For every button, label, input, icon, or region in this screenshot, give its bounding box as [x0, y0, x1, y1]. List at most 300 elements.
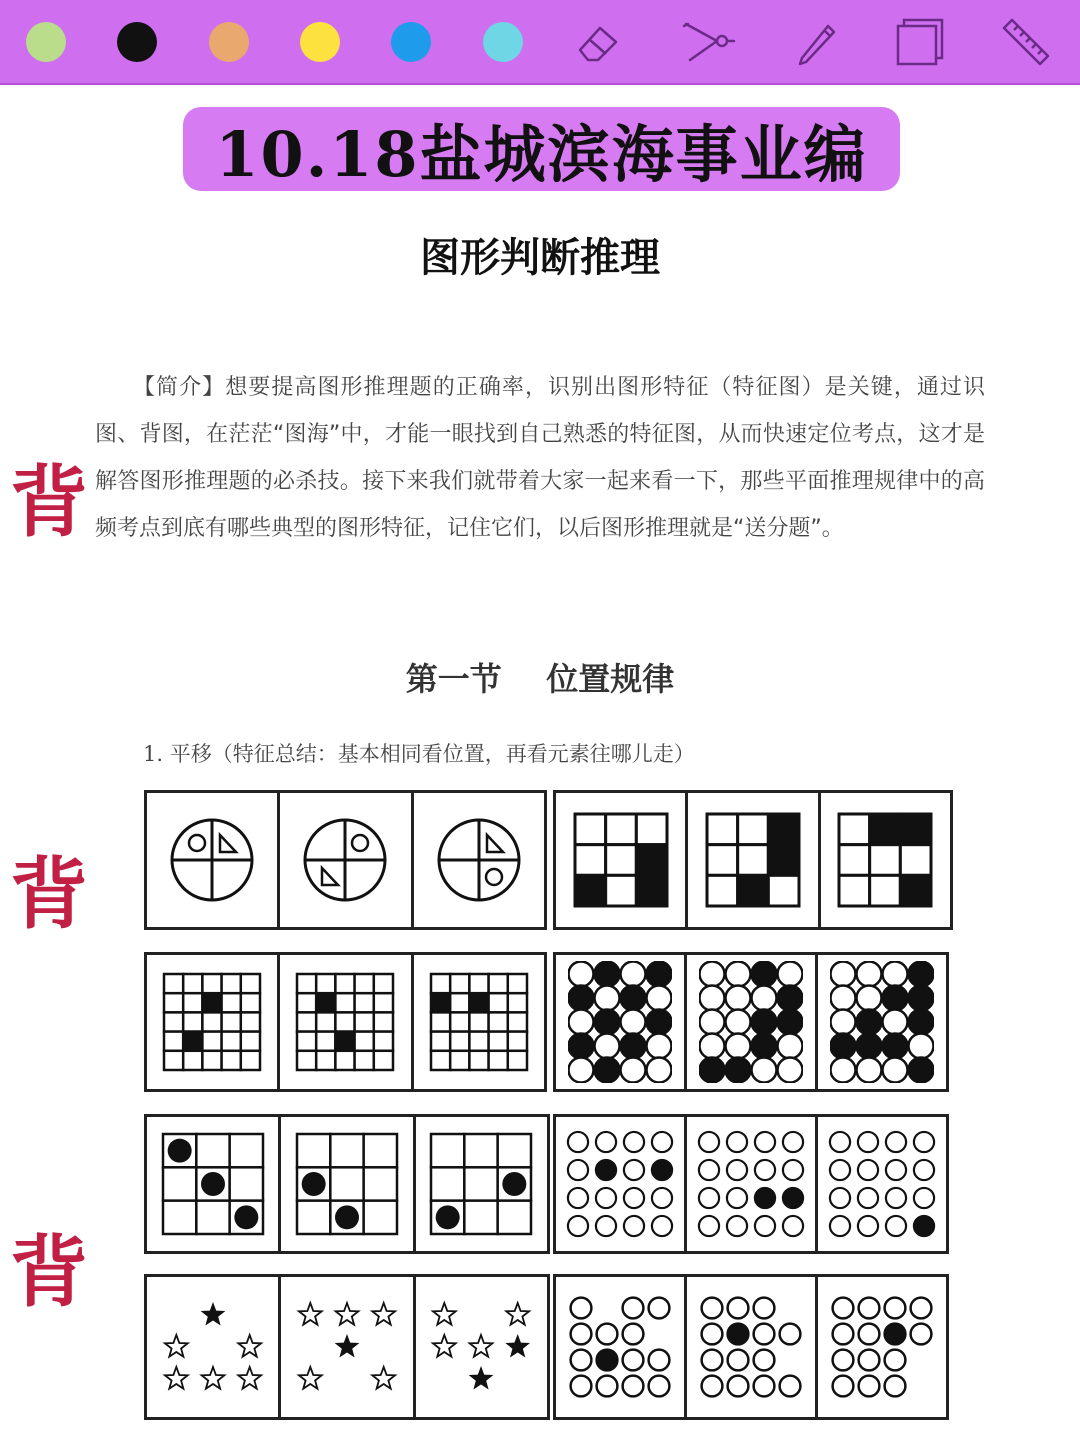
grid-cell — [183, 1032, 202, 1051]
grid-circle — [858, 1216, 878, 1236]
grid-cell — [431, 1134, 464, 1167]
compass-icon[interactable] — [680, 14, 736, 70]
matrix-circle — [569, 1010, 594, 1035]
grid-cell — [870, 845, 901, 876]
matrix-circle — [883, 986, 908, 1011]
grid-circle — [699, 1132, 719, 1152]
filled-dot — [335, 1205, 359, 1229]
outline-star — [238, 1367, 261, 1389]
grid-circle — [858, 1160, 878, 1180]
grid-cell — [636, 845, 667, 876]
cluster-circle — [885, 1350, 906, 1371]
grid-cell — [469, 1051, 488, 1070]
grid-cell — [336, 1032, 355, 1051]
circle-grid-figure — [695, 1128, 807, 1240]
figure-cell — [280, 955, 413, 1089]
matrix-circle — [752, 962, 777, 987]
circle-matrix-figure — [568, 961, 672, 1083]
figure-cell — [687, 955, 818, 1089]
grid-cell — [374, 993, 393, 1012]
grid-cell — [164, 993, 183, 1012]
figure-cell — [147, 793, 280, 927]
grid-cell — [469, 974, 488, 993]
grid-circle — [596, 1188, 616, 1208]
cluster-circle — [649, 1350, 670, 1371]
grid-circle — [699, 1188, 719, 1208]
matrix-circle — [569, 986, 594, 1011]
outline-star — [372, 1303, 395, 1325]
figure-cell — [280, 793, 413, 927]
figure-panel-stars — [144, 1274, 550, 1420]
grid-cell — [222, 1032, 241, 1051]
grid-cell — [183, 1051, 202, 1070]
grid-cell — [330, 1134, 363, 1167]
cluster-circle — [833, 1298, 854, 1319]
grid-cell — [768, 845, 799, 876]
grid-circle — [624, 1216, 644, 1236]
grid-cell — [183, 993, 202, 1012]
grid-circle — [755, 1216, 775, 1236]
matrix-circle — [909, 1010, 934, 1035]
figure-cell — [556, 955, 687, 1089]
cluster-circle — [859, 1376, 880, 1397]
grid-cell — [707, 814, 738, 845]
matrix-circle — [700, 986, 725, 1011]
circle-matrix-figure — [830, 961, 934, 1083]
grid-cell — [508, 1032, 527, 1051]
grid-cell — [163, 1201, 196, 1234]
figure-panel-5x5-grids — [144, 952, 547, 1092]
star-figure — [426, 1299, 536, 1395]
filled-star — [200, 1302, 225, 1326]
matrix-circle — [621, 1010, 646, 1035]
filled-star — [469, 1366, 494, 1390]
color-swatch-blue[interactable] — [391, 22, 431, 62]
grid-cell — [297, 1012, 316, 1031]
figure-cell — [416, 1117, 547, 1251]
figure-cell — [414, 955, 544, 1089]
matrix-circle — [752, 1010, 777, 1035]
matrix-circle — [883, 962, 908, 987]
matrix-circle — [595, 1034, 620, 1059]
grid-circle — [568, 1188, 588, 1208]
figure-panel-3x3-grids — [553, 790, 953, 930]
cluster-circle — [728, 1324, 749, 1345]
matrix-circle — [883, 1058, 908, 1083]
figure-panel-circle-matrix — [553, 952, 949, 1092]
grid-cell — [605, 814, 636, 845]
figure-panel-circle-grid — [553, 1114, 949, 1254]
filled-dot — [201, 1172, 225, 1196]
filled-dot — [234, 1205, 258, 1229]
grid-cell — [488, 1051, 507, 1070]
matrix-circle — [569, 1058, 594, 1083]
matrix-circle — [726, 1058, 751, 1083]
grid-cell — [317, 993, 336, 1012]
grid-circle — [596, 1216, 616, 1236]
grid-circle — [624, 1160, 644, 1180]
cluster-circle — [859, 1298, 880, 1319]
grid-cell — [317, 1051, 336, 1070]
grid-cell — [431, 1167, 464, 1200]
grid-cell — [297, 993, 316, 1012]
cluster-circle — [911, 1324, 932, 1345]
cluster-circle — [754, 1324, 775, 1345]
grid-circle — [783, 1160, 803, 1180]
grid-cell — [336, 974, 355, 993]
cluster-circle — [754, 1350, 775, 1371]
cluster-circle — [623, 1324, 644, 1345]
filled-star — [506, 1334, 531, 1358]
grid-cell — [229, 1134, 262, 1167]
margin-mark: 背 — [10, 457, 89, 548]
grid-cell — [431, 1032, 450, 1051]
cluster-circle — [571, 1350, 592, 1371]
figure-cell — [281, 1277, 415, 1417]
matrix-circle — [909, 986, 934, 1011]
eraser-icon[interactable] — [570, 14, 626, 70]
grid-circle — [755, 1160, 775, 1180]
cluster-circle — [702, 1376, 723, 1397]
grid-cell — [605, 845, 636, 876]
outline-star — [299, 1303, 322, 1325]
grid-cell — [450, 1012, 469, 1031]
grid-cell — [330, 1167, 363, 1200]
grid-cell — [355, 974, 374, 993]
grid-cell — [870, 875, 901, 906]
grid-cell — [241, 993, 260, 1012]
matrix-circle — [831, 1058, 856, 1083]
outline-star — [433, 1335, 456, 1357]
grid-cell — [163, 1167, 196, 1200]
grid-circle — [596, 1160, 616, 1180]
matrix-circle — [569, 1034, 594, 1059]
circle-grid-figure — [826, 1128, 938, 1240]
circle-matrix-figure — [699, 961, 803, 1083]
grid-circle — [914, 1188, 934, 1208]
grid-cell — [768, 875, 799, 906]
grid-circle — [783, 1132, 803, 1152]
grid-cell — [183, 1012, 202, 1031]
quadrant-circle-figure — [300, 815, 390, 905]
outline-star — [299, 1367, 322, 1389]
grid-circle — [624, 1132, 644, 1152]
pencil-icon[interactable] — [788, 14, 844, 70]
matrix-circle — [647, 1034, 672, 1059]
outline-star — [507, 1303, 530, 1325]
grid-circle — [652, 1160, 672, 1180]
grid-cell — [465, 1134, 498, 1167]
figure-cell — [688, 793, 820, 927]
matrix-circle — [726, 962, 751, 987]
cluster-circle — [911, 1298, 932, 1319]
cluster-circle — [623, 1350, 644, 1371]
matrix-circle — [647, 1058, 672, 1083]
grid-cell — [839, 814, 870, 845]
figure-panel-dot-grids — [144, 1114, 550, 1254]
cluster-circle — [885, 1324, 906, 1345]
cluster-circle — [571, 1298, 592, 1319]
grid-figure — [429, 972, 529, 1072]
grid-cell — [450, 974, 469, 993]
cluster-circle — [623, 1298, 644, 1319]
cluster-circle — [649, 1376, 670, 1397]
cluster-circle — [649, 1298, 670, 1319]
grid-circle — [914, 1160, 934, 1180]
cluster-circle — [702, 1324, 723, 1345]
grid-cell — [431, 1012, 450, 1031]
matrix-circle — [700, 1034, 725, 1059]
grid-cell — [488, 993, 507, 1012]
matrix-circle — [857, 1034, 882, 1059]
grid-circle — [914, 1132, 934, 1152]
grid-circle — [858, 1188, 878, 1208]
margin-mark: 背 — [10, 849, 89, 940]
grid-cell — [374, 1051, 393, 1070]
quadrant-circle-figure — [167, 815, 257, 905]
grid-cell — [575, 875, 606, 906]
grid-cell — [203, 1051, 222, 1070]
intro-paragraph: 【简介】想要提高图形推理题的正确率，识别出图形特征（特征图）是关键，通过识图、背图，在茫茫“图海”中，才能一眼找到自己熟悉的特征图，从而快速定位考点，这才是解答图形推理题的必杀技。接下来我们就带着大家一起来看一下，那些平面推理规律中的高频考点到底有哪些典型的图形特征，记住它们，以后图形推理就是“送分题”。 — [95, 375, 985, 541]
circle-cluster-figure — [830, 1295, 934, 1399]
grid-cell — [164, 1032, 183, 1051]
drawing-toolbar — [0, 0, 1080, 85]
grid-circle — [755, 1188, 775, 1208]
dot-grid-figure — [161, 1132, 265, 1236]
cluster-circle — [885, 1376, 906, 1397]
grid-cell — [636, 814, 667, 845]
matrix-circle — [621, 962, 646, 987]
grid-cell — [203, 993, 222, 1012]
matrix-circle — [752, 1058, 777, 1083]
filled-dot — [436, 1205, 460, 1229]
grid-cell — [738, 845, 769, 876]
grid-cell — [901, 845, 932, 876]
grid-figure — [162, 972, 262, 1072]
quadrant-circle-figure — [434, 815, 524, 905]
page-subtitle: 图形判断推理 — [420, 234, 660, 281]
grid-cell — [241, 1051, 260, 1070]
outline-star — [165, 1367, 188, 1389]
grid-cell — [488, 1012, 507, 1031]
margin-mark: 背 — [10, 1227, 89, 1318]
grid-cell — [605, 875, 636, 906]
layers-icon[interactable] — [892, 14, 948, 70]
grid-cell — [364, 1134, 397, 1167]
grid-cell — [374, 1012, 393, 1031]
grid-cell — [450, 1032, 469, 1051]
grid-cell — [241, 1012, 260, 1031]
cluster-circle — [623, 1376, 644, 1397]
matrix-circle — [752, 986, 777, 1011]
matrix-circle — [700, 1058, 725, 1083]
grid-circle — [596, 1132, 616, 1152]
color-swatch-orange[interactable] — [209, 22, 249, 62]
grid-cell — [196, 1201, 229, 1234]
grid-cell — [164, 1012, 183, 1031]
grid-cell — [508, 993, 527, 1012]
grid-cell — [839, 845, 870, 876]
grid-circle — [886, 1216, 906, 1236]
grid-cell — [355, 1012, 374, 1031]
grid-circle — [783, 1188, 803, 1208]
grid-cell — [241, 974, 260, 993]
grid-cell — [488, 974, 507, 993]
grid-cell — [469, 1032, 488, 1051]
grid-cell — [297, 1134, 330, 1167]
cluster-circle — [859, 1324, 880, 1345]
grid-cell — [469, 993, 488, 1012]
matrix-circle — [883, 1034, 908, 1059]
grid-cell — [575, 845, 606, 876]
grid-circle — [568, 1160, 588, 1180]
filled-star — [335, 1334, 360, 1358]
color-swatch-green[interactable] — [26, 22, 66, 62]
grid-circle — [727, 1216, 747, 1236]
cluster-circle — [780, 1376, 801, 1397]
figure-cell — [147, 1277, 281, 1417]
cluster-circle — [597, 1376, 618, 1397]
matrix-circle — [647, 1010, 672, 1035]
grid-cell — [575, 814, 606, 845]
matrix-circle — [621, 986, 646, 1011]
grid-cell — [707, 875, 738, 906]
cluster-circle — [754, 1376, 775, 1397]
cluster-circle — [754, 1298, 775, 1319]
star-figure — [292, 1299, 402, 1395]
outline-star — [238, 1335, 261, 1357]
grid-cell — [508, 1051, 527, 1070]
grid-cell — [317, 1032, 336, 1051]
matrix-circle — [726, 1010, 751, 1035]
matrix-circle — [778, 1058, 803, 1083]
circle-cluster-figure — [568, 1295, 672, 1399]
grid-cell — [336, 1012, 355, 1031]
ruler-icon[interactable] — [998, 14, 1054, 70]
star-figure — [158, 1299, 268, 1395]
figure-cell — [556, 1117, 687, 1251]
matrix-circle — [909, 1034, 934, 1059]
matrix-circle — [595, 962, 620, 987]
grid-cell — [336, 993, 355, 1012]
figure-cell — [818, 1117, 946, 1251]
filled-dot — [503, 1172, 527, 1196]
grid-cell — [241, 1032, 260, 1051]
grid-cell — [508, 974, 527, 993]
matrix-circle — [700, 962, 725, 987]
outline-star — [336, 1303, 359, 1325]
cluster-circle — [728, 1298, 749, 1319]
grid-figure — [705, 812, 801, 908]
grid-cell — [839, 875, 870, 906]
grid-circle — [830, 1160, 850, 1180]
grid-circle — [914, 1216, 934, 1236]
figure-cell — [818, 955, 946, 1089]
outline-star — [433, 1303, 456, 1325]
cluster-circle — [597, 1350, 618, 1371]
grid-cell — [297, 1051, 316, 1070]
matrix-circle — [726, 1034, 751, 1059]
figure-cell — [821, 793, 950, 927]
grid-cell — [469, 1012, 488, 1031]
figure-cell — [556, 793, 688, 927]
grid-cell — [222, 993, 241, 1012]
color-swatch-cyan[interactable] — [483, 22, 523, 62]
matrix-circle — [857, 962, 882, 987]
color-swatch-yellow[interactable] — [300, 22, 340, 62]
matrix-circle — [857, 986, 882, 1011]
grid-cell — [450, 993, 469, 1012]
grid-cell — [355, 1032, 374, 1051]
grid-figure — [573, 812, 669, 908]
grid-cell — [508, 1012, 527, 1031]
cluster-circle — [728, 1376, 749, 1397]
cluster-circle — [728, 1350, 749, 1371]
grid-cell — [297, 1201, 330, 1234]
cluster-circle — [571, 1324, 592, 1345]
matrix-circle — [778, 1034, 803, 1059]
grid-cell — [374, 1032, 393, 1051]
matrix-circle — [857, 1010, 882, 1035]
matrix-circle — [909, 962, 934, 987]
cluster-circle — [571, 1376, 592, 1397]
figure-cell — [818, 1277, 946, 1417]
grid-circle — [886, 1160, 906, 1180]
figure-cell — [414, 793, 544, 927]
grid-circle — [568, 1132, 588, 1152]
grid-cell — [164, 1051, 183, 1070]
figure-cell — [687, 1117, 818, 1251]
matrix-circle — [621, 1034, 646, 1059]
grid-cell — [317, 1012, 336, 1031]
grid-cell — [203, 974, 222, 993]
grid-cell — [222, 1012, 241, 1031]
grid-cell — [465, 1167, 498, 1200]
grid-circle — [783, 1216, 803, 1236]
cluster-circle — [780, 1324, 801, 1345]
matrix-circle — [595, 1058, 620, 1083]
page-title: 10.18盐城滨海事业编 — [215, 117, 868, 191]
grid-circle — [568, 1216, 588, 1236]
figure-cell — [147, 1117, 281, 1251]
grid-cell — [636, 875, 667, 906]
grid-cell — [297, 1032, 316, 1051]
grid-circle — [727, 1160, 747, 1180]
grid-circle — [886, 1188, 906, 1208]
grid-cell — [317, 974, 336, 993]
grid-cell — [498, 1201, 531, 1234]
matrix-circle — [778, 1010, 803, 1035]
matrix-circle — [752, 1034, 777, 1059]
grid-cell — [355, 993, 374, 1012]
grid-circle — [652, 1132, 672, 1152]
dot-grid-figure — [429, 1132, 533, 1236]
cluster-circle — [833, 1324, 854, 1345]
matrix-circle — [726, 986, 751, 1011]
grid-cell — [355, 1051, 374, 1070]
grid-circle — [699, 1216, 719, 1236]
figure-cell — [556, 1277, 687, 1417]
color-swatch-black[interactable] — [117, 22, 157, 62]
grid-cell — [450, 1051, 469, 1070]
section-title: 第一节 位置规律 — [405, 660, 675, 698]
grid-cell — [738, 875, 769, 906]
outline-star — [372, 1367, 395, 1389]
matrix-circle — [831, 962, 856, 987]
grid-circle — [858, 1132, 878, 1152]
cluster-circle — [702, 1298, 723, 1319]
cluster-circle — [859, 1350, 880, 1371]
